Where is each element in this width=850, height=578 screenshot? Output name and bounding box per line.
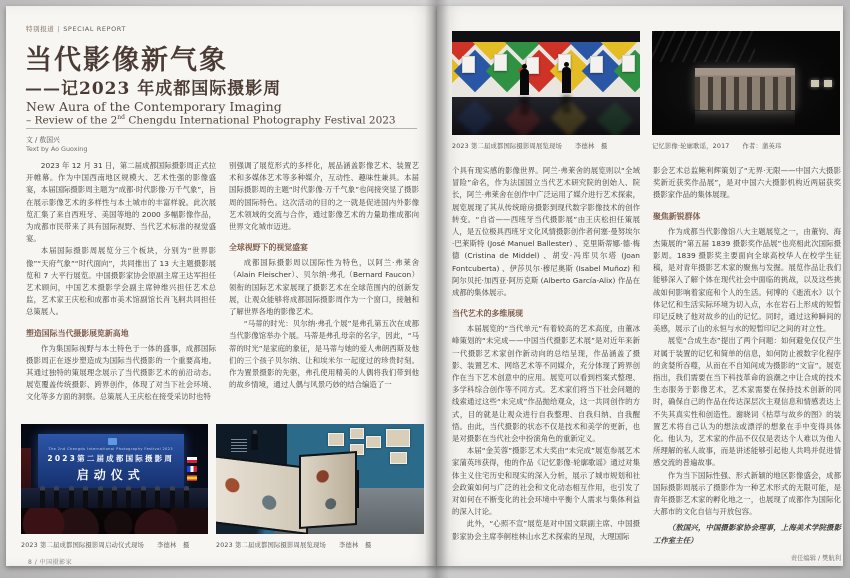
lit-frame — [824, 80, 832, 87]
editor-credit: 责任编辑 / 樊航利 — [790, 554, 841, 562]
screen-text-cn: 2023第二届成都国际摄影周 — [47, 453, 175, 463]
page-title: 当代影像新气象 — [25, 45, 228, 76]
photo-caption: 记忆影像·轮廓歌谣，2017 作者：蒲英玮 — [652, 143, 782, 150]
page-folio: 8 / 中国摄影家 — [28, 559, 73, 566]
lit-frame — [811, 80, 819, 87]
right-page — [437, 6, 843, 566]
left-column-2 — [229, 160, 419, 404]
paragraph: 影会艺术总监鲍利辉策划了“无界·无限——中国六大摄影奖新近获奖作品展”，是对中国六大摄影机构近两届获奖摄影家作品的集体展现。 — [653, 166, 841, 200]
right-column-2 — [653, 165, 841, 562]
led-screen — [38, 434, 184, 489]
left-column-1 — [26, 160, 216, 404]
section-heading: 当代艺术的多维展现 — [452, 309, 524, 319]
paragraph: 成都国际摄影周以国际性为特色，以阿兰·弗莱舍（Alain Fleischer）、贝尔纳·弗孔（Bernard Faucon）领衔的国际艺术家展现了摄影艺术在全球范围内的创新发展，让观众能够将成都国际摄影周作为一个窗口，接触和了解世界各地的影像艺术。 — [229, 258, 419, 317]
title-divider-rule — [26, 128, 417, 129]
title-en2-pre: – Review of the 2 — [26, 114, 118, 127]
hanging-photo-card — [462, 56, 475, 73]
exhibition-hall-image — [216, 424, 424, 534]
photo-diamond-wall — [452, 31, 640, 150]
screen-text-title: 启动仪式 — [76, 467, 145, 482]
visitor-silhouette — [251, 434, 258, 450]
page-subtitle: ——记2023 年成都国际摄影周 — [25, 79, 282, 99]
wall-text-panel — [231, 439, 247, 453]
floor-glow-reflection — [695, 111, 795, 126]
kicker-cn: 特别报道 — [26, 25, 55, 33]
projection-screen — [695, 68, 795, 110]
floor-reflection — [597, 101, 634, 135]
visitor-silhouette — [520, 69, 529, 95]
kicker-divider: | — [57, 25, 61, 33]
title-english-line1: New Aura of the Contemporary Imaging — [26, 99, 282, 114]
floor-reflection — [457, 99, 494, 135]
hanging-photo-card — [494, 54, 507, 71]
photo-projection-room — [652, 31, 840, 150]
audience-crowd — [21, 508, 208, 534]
paragraph: 作为成都当代影像馆八大主题展览之一，由董钧、海杰策展的“第五届 1839 摄影奖作品展”也亮相此次国际摄影周。1839 摄影奖主要面向全球高校华人在校学生征稿，是对青年摄影艺术家的聚焦与发掘。展览作品让我们能够深入了解个体在现代社会中面临的挑战，以及这些挑战如何影响着家庭和个人的生活。何博的《逝流水》以个体记忆和生活实际环境为切入点，水在岩石上形成的短暂印记反映了他对故乡的山的记忆。同时，通过这种瞬间的美感，展示了山的永恒与水的短暂印记之间的对立性。 — [653, 226, 841, 334]
visitor-silhouette — [562, 67, 571, 93]
byline-en: Text by Ao Guoxing — [26, 145, 88, 153]
stand-post — [357, 470, 359, 507]
diamond-wall-image — [452, 31, 640, 135]
photo-launch-ceremony — [21, 424, 208, 549]
right-column-1 — [452, 165, 640, 562]
framed-artwork — [390, 452, 407, 464]
left-page — [6, 6, 437, 566]
diamond-wall — [452, 42, 640, 96]
visitor-reflection — [562, 95, 571, 113]
hanging-photo-card — [622, 55, 635, 72]
section-heading: 聚焦新锐群体 — [653, 211, 701, 221]
paragraph: 作为集国际视野与本土特色于一体的盛事，成都国际摄影周正在逐步塑造成为国际当代摄影的一个重要高地。其通过独特的策展理念展示了当代摄影艺术的前沿动态。展览覆盖传统摄影、跨界创作，体现了对当下社会环境、文化等多方面的洞察。总策展人王庆松在接受采访时也特 — [26, 343, 216, 402]
flag-icon — [187, 457, 197, 463]
paragraph: 本届国际摄影周展览分三个板块，分别为“世界影像”“天府气象”“时代面向”，共同推出了 13 大主题摄影展览和 7 大平行展览。中国摄影家协会原副主席王达军担任艺术顾问，中国艺术摄影学会副主席钟维兴担任艺术总监，艺术家王庆松和成都市美术馆副馆长肖飞舸共同担任总策展人。 — [26, 246, 216, 317]
ceiling-beams — [652, 31, 755, 62]
paragraph: “马蒂的时光：贝尔纳·弗孔个展”是弗孔第五次在成都当代影像馆举办个展。马蒂是弗孔母亲的名字，因此，“马蒂的时光”是家庭的象征，是马蒂与她的爱人弗朗西斯及他们的三个孩子贝尔纳、让和埃米尔一起度过的珍贵时刻。作为置景摄影的先驱，弗孔使用精美的人偶将我们带到他的故乡情境，通过人偶与风景巧妙的结合编造了一 — [229, 319, 419, 390]
paragraph: 别强调了展览形式的多样化，展品涵盖影像艺术、装置艺术和多媒体艺术等多种媒介，互动性、趣味性兼具。本届国际摄影周的主题“时代影像·万千气象”也间接突显了摄影周的国际特色。这次活动的目的之一就是促进国内外影像艺术领域的交流与合作，通过影像艺术的力量助推成都向世界文化城市迈进。 — [229, 161, 419, 232]
left-page-columns — [26, 160, 419, 404]
paragraph: 展览“合成生态”提出了两个问题：如何避免仅仅产生对属于装置的记忆和简单的信息，如何防止被数字化程序的贪婪所吞噬，从而在不自知间成为摄影的“文盲”。展览指出，我们需要在当下科技革命的浪潮之中让合成的技术生态服务于影像艺术，艺术家需要在保持技术创新的同时，确保自己的作品在传达深层次主观信息和情感表达上不失其真实性和创造性。谢晓词《枯草与故乡的图》的装置艺术将自己认为的想法或漂浮的想象在手中变得具体化。他认为，艺术家的作品不仅仅是表达个人难以为他人所理解的私人故事，而是讲述能够引起他人共鸣并促进情感交流的普遍故事。 — [653, 336, 841, 468]
screen-text-en: The 2nd Chengdu International Photography Festival 2023 — [48, 446, 173, 451]
title-en2-post: Chengdu International Photography Festival 2023 — [125, 114, 396, 127]
section-heading: 塑造国际当代摄影展览新高地 — [26, 328, 129, 338]
projection-room-image — [652, 31, 840, 135]
launch-ceremony-image — [21, 424, 208, 534]
paragraph: 作为当下国际性强、形式新颖的地区影像盛会，成都国际摄影周展示了摄影作为一种艺术形式的无限可能，是青年摄影艺术家的孵化地之一，也展现了成都作为国际化大都市的文化自信与开放包容。 — [653, 470, 841, 517]
flag-icon — [187, 475, 197, 481]
photo-exhibition-hall — [216, 424, 424, 549]
photo-caption: 2023 第二届成都国际摄影周展览现场 李德林 摄 — [452, 143, 608, 150]
framed-artwork — [386, 429, 410, 447]
paragraph: 2023 年 12 月 31 日，第二届成都国际摄影周正式拉开帷幕。作为中国西南地区规模大、艺术性强的影像盛宴，本届国际摄影周主题为“成都·时代影像·万千气象”，旨在展示影像艺术的多样性与本土城市的丰富样貌。此次展览汇集了来自西班牙、美国等地的 2000 多幅影像作品，为成都市民带来了具有国际视野、当代艺术标准的视觉盛宴。 — [26, 161, 216, 244]
framed-artwork — [366, 436, 381, 448]
flag-icons — [187, 457, 197, 481]
framed-artwork — [328, 433, 344, 446]
display-panel — [299, 451, 357, 529]
display-panel — [216, 456, 307, 534]
right-page-columns — [452, 165, 841, 562]
framed-artwork — [350, 428, 364, 439]
title-english-line2 — [26, 114, 396, 127]
paragraph: 本届“金芙蓉”摄影艺术大奖由“未完成”展览参展艺术家蒲英玮获得，他的作品《记忆影像·轮廓歌谣》通过对集体主义住宅历史和现实的深入分析，展示了城市规划和社会政策如何与广泛的社会和文化动态相互作用，也引发了对如何在不断变化的社会环境中平衡个人需求与集体利益的深入讨论。 — [452, 446, 640, 517]
paragraph: 本届展览的“当代单元”有着较高的艺术高度，由董冰峰策划的“未完成——中国当代摄影艺术展”是对近年来新一代摄影艺术家创作新动向的总结呈现，作品涵盖了摄影、装置艺术、网络艺术等不同媒介，充分体现了跨界创作在当下艺术创意中的应用。展览可以看到档案式整理、多学科综合创作等不同方式。艺术家们将当下社会问题的线索通过这些“未完成”作品抛给观众，这一共同创作的方式，目的就是让观众进行自我整理、自我归纳、自我醒悟。由此，当代摄影的状态不仅是技术和美学的更新，也是对摄影在当代社会中扮演角色的重新定义。 — [452, 324, 640, 444]
reflective-floor — [452, 97, 640, 135]
paragraph: 此外，“心照不宣”展览是对中国文联副主席、中国摄影家协会主席李舸桂林山水艺术探索的呈现，大理国际 — [452, 519, 640, 541]
title-en2-superscript: nd — [117, 114, 126, 121]
section-heading: 全球视野下的视觉盛宴 — [229, 243, 308, 253]
kicker-en: SPECIAL REPORT — [63, 25, 127, 33]
author-bio: （敖国兴，中国摄影家协会理事，上海美术学院摄影工作室主任） — [653, 523, 841, 545]
hanging-photo-card — [590, 56, 603, 73]
left-page-photo-row — [21, 424, 424, 549]
festival-logo-icon — [108, 438, 117, 445]
byline-cn: 文 / 敖国兴 — [26, 136, 60, 144]
photo-caption: 2023 第二届成都国际摄影周展览现场 李德林 摄 — [216, 542, 372, 549]
visitor-reflection — [520, 97, 529, 115]
section-kicker — [26, 24, 126, 33]
flag-icon — [187, 466, 197, 472]
paragraph: 个具有现实感的影像世界。阿兰·弗莱舍的展览则以“全域冒险”命名，作为法国国立当代艺术研究院的创始人、院长，阿兰·弗莱舍在创作中广泛运用了媒介进行艺术探索，展览展现了其从传统暗房摄影到现代数字影像技术的创作转变。“自省——西班牙当代摄影展”由王庆松担任策展人，是五位极具西班牙文化风情摄影创作者何塞·曼努埃尔·巴莱斯特 (José Manuel Ballester) 、克里斯蒂娜·德·梅德 (Cristina de Middel) 、胡安·冯库贝尔塔 (Joan Fontcuberta) 、伊莎贝尔·穆尼奥斯 (Isabel Muñoz) 和阿尔贝托·加西亚·阿历克斯 (Alberto García-Alix) 作品在成都的集体展示。 — [452, 166, 640, 298]
right-page-photo-row — [452, 31, 841, 150]
photo-caption: 2023 第二届成都国际摄影周启动仪式现场 李德林 摄 — [21, 542, 190, 549]
